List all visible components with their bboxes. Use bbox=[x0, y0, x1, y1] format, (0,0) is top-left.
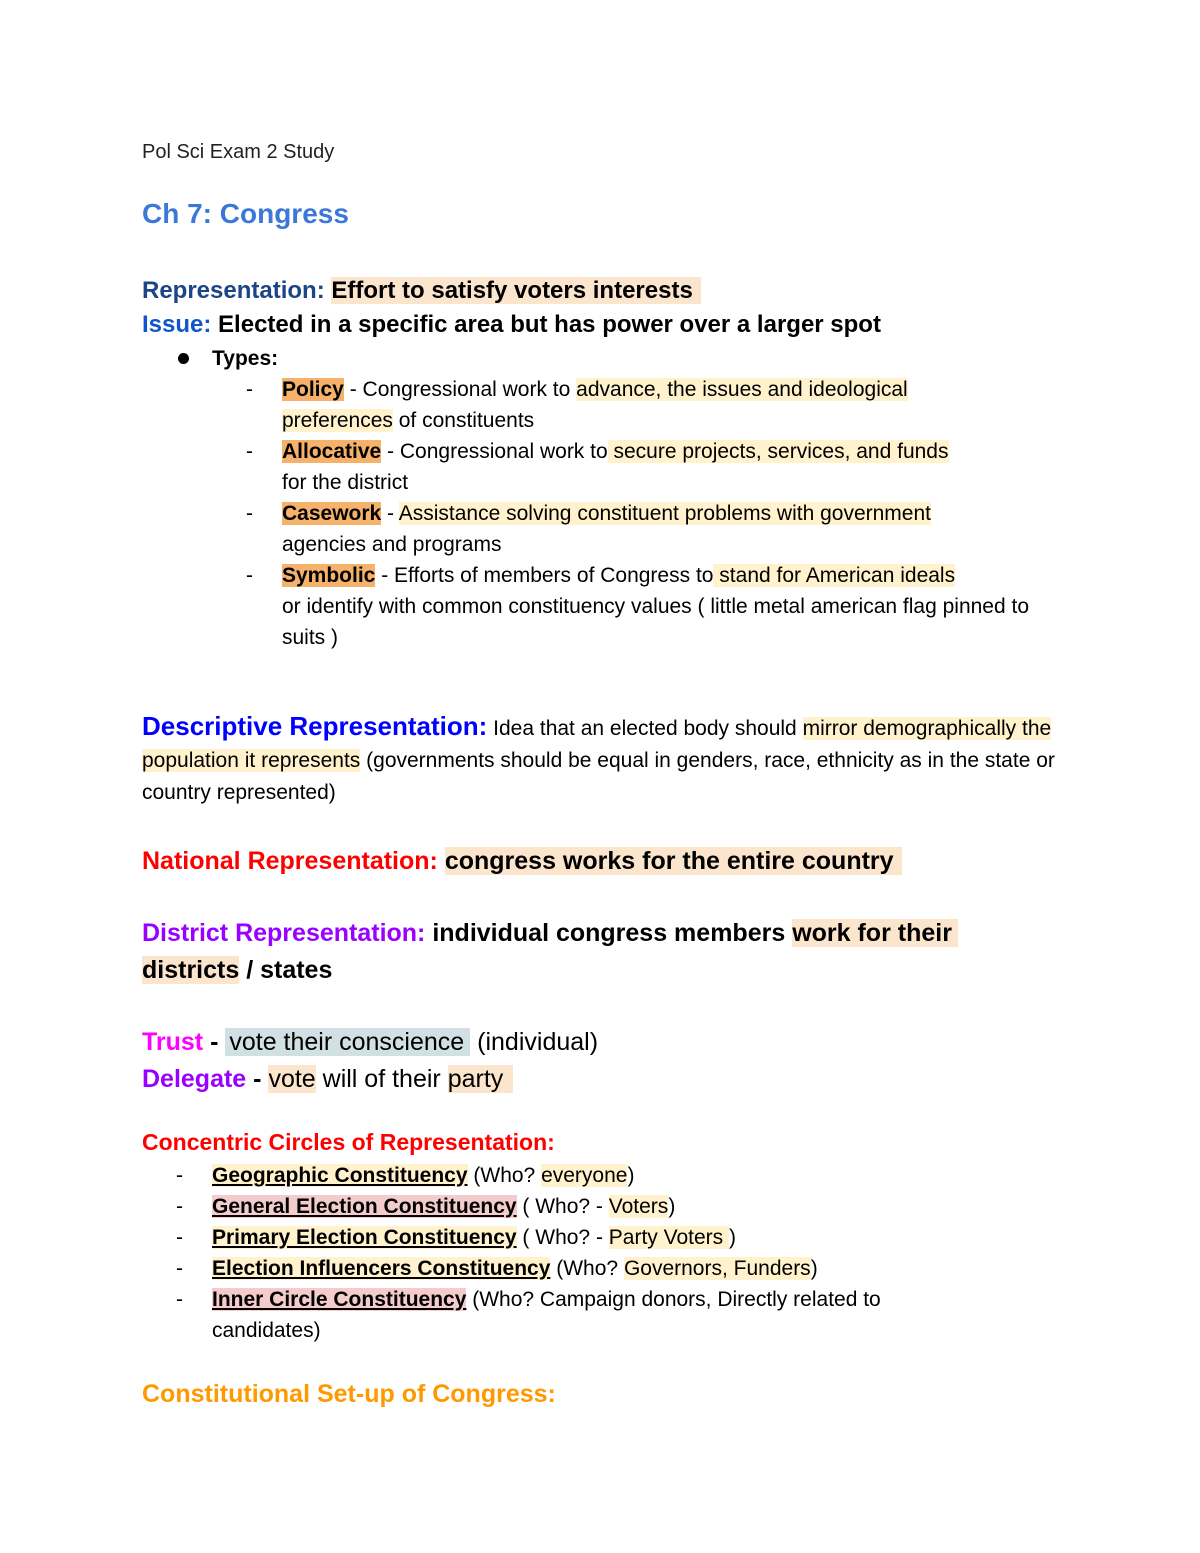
constituency-highlight: Voters bbox=[608, 1195, 669, 1218]
type-term: Symbolic bbox=[282, 564, 376, 587]
district-highlight-cont: districts bbox=[142, 956, 240, 984]
constituency-term: Inner Circle Constituency bbox=[212, 1288, 467, 1311]
dash-marker: - bbox=[176, 1195, 183, 1218]
delegate-sep: - bbox=[246, 1065, 269, 1093]
dash-marker: - bbox=[246, 378, 253, 401]
constituency-term: Election Influencers Constituency bbox=[212, 1257, 551, 1280]
type-item-allocative bbox=[246, 436, 1062, 498]
constituency-highlight: Party Voters bbox=[608, 1226, 729, 1249]
chapter-heading: Ch 7: Congress bbox=[142, 198, 349, 229]
constituency-pre: (Who? bbox=[467, 1164, 542, 1187]
issue-text: Elected in a specific area but has power over a larger spot bbox=[218, 311, 881, 338]
types-label: Types: bbox=[212, 347, 279, 370]
dash-marker: - bbox=[176, 1226, 183, 1249]
type-term: Policy bbox=[282, 378, 344, 401]
constituency-pre: ( Who? - bbox=[516, 1195, 609, 1218]
constituency-item-general bbox=[176, 1191, 1012, 1222]
dash-marker: - bbox=[176, 1257, 183, 1280]
national-definition: congress works for the entire country bbox=[445, 847, 902, 875]
type-highlight: advance, the issues and ideological bbox=[576, 378, 908, 401]
delegate-highlight-party: party bbox=[448, 1065, 514, 1093]
constitutional-heading: Constitutional Set-up of Congress: bbox=[142, 1380, 556, 1408]
delegate-label: Delegate bbox=[142, 1065, 247, 1093]
constituency-highlight: everyone bbox=[541, 1164, 628, 1187]
issue-line bbox=[142, 307, 1062, 343]
type-item-symbolic bbox=[246, 560, 1032, 653]
bullet-dot-icon bbox=[178, 353, 189, 364]
type-sep: - bbox=[343, 378, 363, 401]
representation-line bbox=[142, 273, 1062, 309]
constituency-post: ) bbox=[627, 1164, 635, 1187]
constituency-term: General Election Constituency bbox=[212, 1195, 517, 1218]
descriptive-post: (governments should be equal in genders, race, ethnicity as in the state or country represented) bbox=[142, 749, 1055, 804]
trust-line bbox=[142, 1024, 1062, 1061]
issue-label: Issue: bbox=[142, 311, 212, 338]
delegate-mid: will of their bbox=[315, 1065, 448, 1093]
concentric-heading: Concentric Circles of Representation: bbox=[142, 1129, 555, 1155]
constituency-pre: (Who? Campaign donors, Directly related to candidates) bbox=[212, 1288, 881, 1342]
constituency-pre: ( Who? - bbox=[516, 1226, 609, 1249]
type-post: for the district bbox=[282, 471, 409, 494]
type-post: of constituents bbox=[392, 409, 535, 432]
type-highlight: secure projects, services, and funds bbox=[607, 440, 949, 463]
delegate-highlight-vote: vote bbox=[268, 1065, 316, 1093]
type-item-policy bbox=[246, 374, 1062, 436]
dash-marker: - bbox=[246, 440, 253, 463]
type-sep: - bbox=[381, 502, 399, 525]
descriptive-pre: Idea that an elected body should bbox=[487, 717, 803, 740]
constituency-post: ) bbox=[668, 1195, 676, 1218]
constituency-item-geographic bbox=[176, 1160, 1012, 1191]
type-highlight: Assistance solving constituent problems with government bbox=[398, 502, 931, 525]
trust-post: (individual) bbox=[470, 1028, 599, 1056]
constituency-item-inner-circle bbox=[176, 1284, 982, 1346]
constituency-item-primary bbox=[176, 1222, 1012, 1253]
dash-marker: - bbox=[176, 1164, 183, 1187]
representation-definition: Effort to satisfy voters interests bbox=[331, 277, 700, 304]
trust-label: Trust bbox=[142, 1028, 204, 1056]
representation-label: Representation: bbox=[142, 277, 325, 304]
type-pre: Congressional work to bbox=[362, 378, 577, 401]
district-pre: individual congress members bbox=[425, 919, 793, 947]
dash-marker: - bbox=[246, 502, 253, 525]
delegate-line bbox=[142, 1061, 1062, 1098]
district-post: / states bbox=[239, 956, 333, 984]
dash-marker: - bbox=[246, 564, 253, 587]
type-highlight: stand for American ideals bbox=[713, 564, 956, 587]
dash-marker: - bbox=[176, 1288, 183, 1311]
descriptive-label: Descriptive Representation: bbox=[142, 711, 488, 741]
national-label: National Representation: bbox=[142, 847, 438, 875]
type-pre: Congressional work to bbox=[399, 440, 608, 463]
type-pre: Efforts of members of Congress to bbox=[394, 564, 714, 587]
constituency-pre: (Who? bbox=[550, 1257, 624, 1280]
type-item-casework bbox=[246, 498, 1062, 560]
trust-sep: - bbox=[203, 1028, 226, 1056]
type-term: Allocative bbox=[282, 440, 382, 463]
district-representation-block bbox=[142, 915, 1002, 989]
descriptive-highlight: mirror demographically the population it represents bbox=[142, 717, 1052, 772]
type-highlight-cont: preferences bbox=[282, 409, 393, 432]
constituency-term: Geographic Constituency bbox=[212, 1164, 468, 1187]
type-term: Casework bbox=[282, 502, 382, 525]
constituency-post: ) bbox=[810, 1257, 818, 1280]
constituency-term: Primary Election Constituency bbox=[212, 1226, 517, 1249]
constituency-item-influencers bbox=[176, 1253, 1012, 1284]
descriptive-representation-block bbox=[142, 710, 1057, 809]
document-title: Pol Sci Exam 2 Study bbox=[142, 141, 335, 163]
constituency-highlight: Governors, Funders bbox=[623, 1257, 811, 1280]
trust-highlight: vote their conscience bbox=[225, 1028, 470, 1056]
type-sep: - bbox=[381, 440, 400, 463]
type-post: agencies and programs bbox=[282, 533, 502, 556]
constituency-post: ) bbox=[729, 1226, 736, 1249]
type-sep: - bbox=[375, 564, 395, 587]
district-label: District Representation: bbox=[142, 919, 426, 947]
type-post: or identify with common constituency values ( little metal american flag pinned to suits ) bbox=[282, 595, 1030, 649]
district-highlight: work for their bbox=[792, 919, 958, 947]
national-representation-line bbox=[142, 843, 1062, 879]
